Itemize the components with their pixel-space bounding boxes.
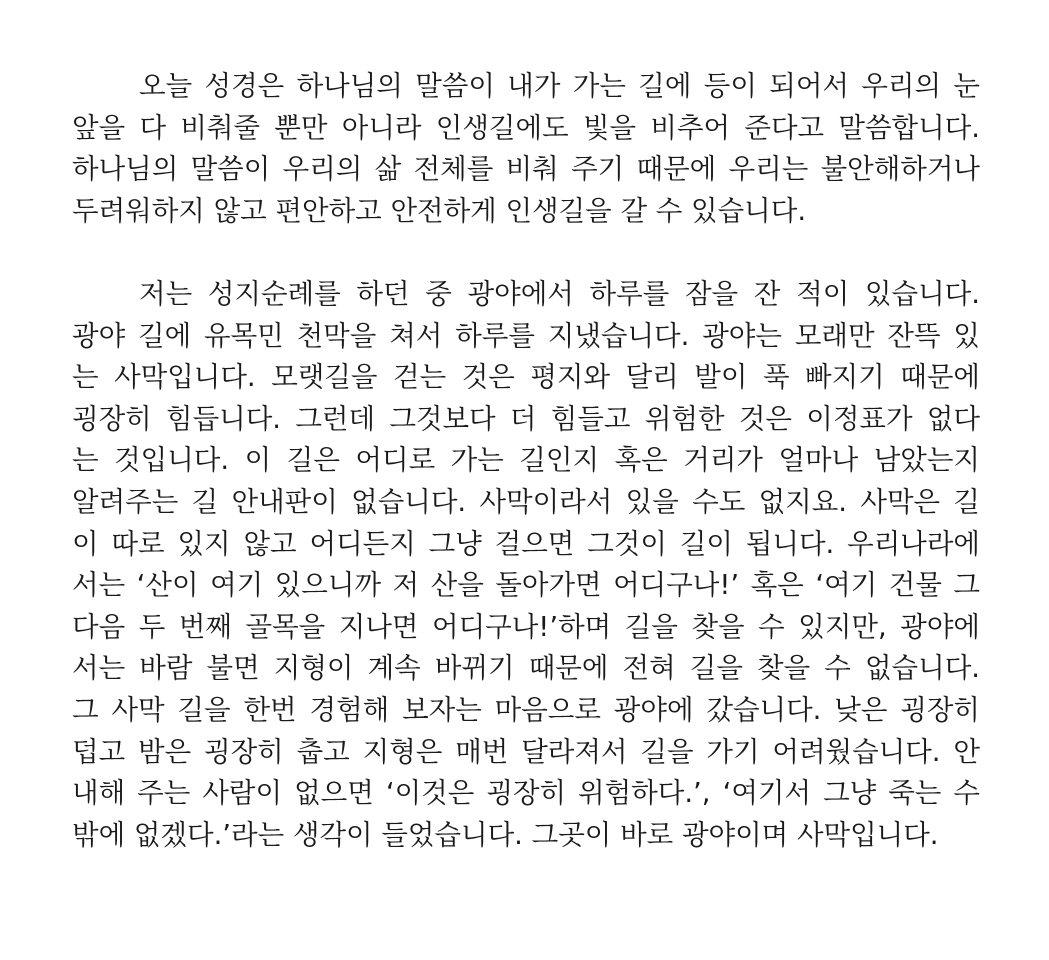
paragraph-line: 오늘 성경은 하나님의 말씀이 내가 가는 길에 등이 되어서 우리의 눈 xyxy=(139,70,980,102)
paragraph-line: 앞을 다 비춰줄 뿐만 아니라 인생길에도 빛을 비추어 준다고 말씀합니다. xyxy=(72,111,980,144)
paragraph-1 xyxy=(72,66,980,232)
paragraph-line: 다음 두 번째 골목을 지나면 어디구나!’하며 길을 찾을 수 있지만, 광야에 xyxy=(72,610,980,643)
paragraph-line: 내해 주는 사람이 없으면 ‘이것은 굉장히 위험하다.’, ‘여기서 그냥 죽는 수 xyxy=(72,777,980,810)
paragraph-line: 그 사막 길을 한번 경험해 보자는 마음으로 광야에 갔습니다. 낮은 굉장히 xyxy=(72,693,980,726)
paragraph-line: 덥고 밤은 굉장히 춥고 지형은 매번 달라져서 길을 가기 어려웠습니다. 안 xyxy=(72,735,980,768)
document-page xyxy=(72,66,980,856)
paragraph-2 xyxy=(72,274,980,856)
paragraph-line: 하나님의 말씀이 우리의 삶 전체를 비춰 주기 때문에 우리는 불안해하거나 xyxy=(72,153,980,186)
paragraph-spacer xyxy=(72,232,980,274)
paragraph-line: 알려주는 길 안내판이 없습니다. 사막이라서 있을 수도 없지요. 사막은 길 xyxy=(72,485,980,518)
paragraph-line: 광야 길에 유목민 천막을 쳐서 하루를 지냈습니다. 광야는 모래만 잔뜩 있 xyxy=(72,319,980,352)
paragraph-line: 굉장히 힘듭니다. 그런데 그것보다 더 힘들고 위험한 것은 이정표가 없다 xyxy=(72,402,980,435)
paragraph-line: 는 사막입니다. 모랫길을 걷는 것은 평지와 달리 발이 푹 빠지기 때문에 xyxy=(72,361,980,394)
paragraph-line: 밖에 없겠다.’라는 생각이 들었습니다. 그곳이 바로 광야이며 사막입니다. xyxy=(72,818,939,851)
paragraph-line: 는 것입니다. 이 길은 어디로 가는 길인지 혹은 거리가 얼마나 남았는지 xyxy=(72,444,980,477)
paragraph-line: 서는 바람 불면 지형이 계속 바뀌기 때문에 전혀 길을 찾을 수 없습니다. xyxy=(72,652,980,685)
paragraph-line: 저는 성지순례를 하던 중 광야에서 하루를 잠을 잔 적이 있습니다. xyxy=(139,277,980,310)
paragraph-line: 두려워하지 않고 편안하고 안전하게 인생길을 갈 수 있습니다. xyxy=(72,194,807,227)
paragraph-line: 이 따로 있지 않고 어디든지 그냥 걸으면 그것이 길이 됩니다. 우리나라에 xyxy=(72,527,980,560)
paragraph-line: 서는 ‘산이 여기 있으니까 저 산을 돌아가면 어디구나!’ 혹은 ‘여기 건물 그 xyxy=(72,569,980,602)
